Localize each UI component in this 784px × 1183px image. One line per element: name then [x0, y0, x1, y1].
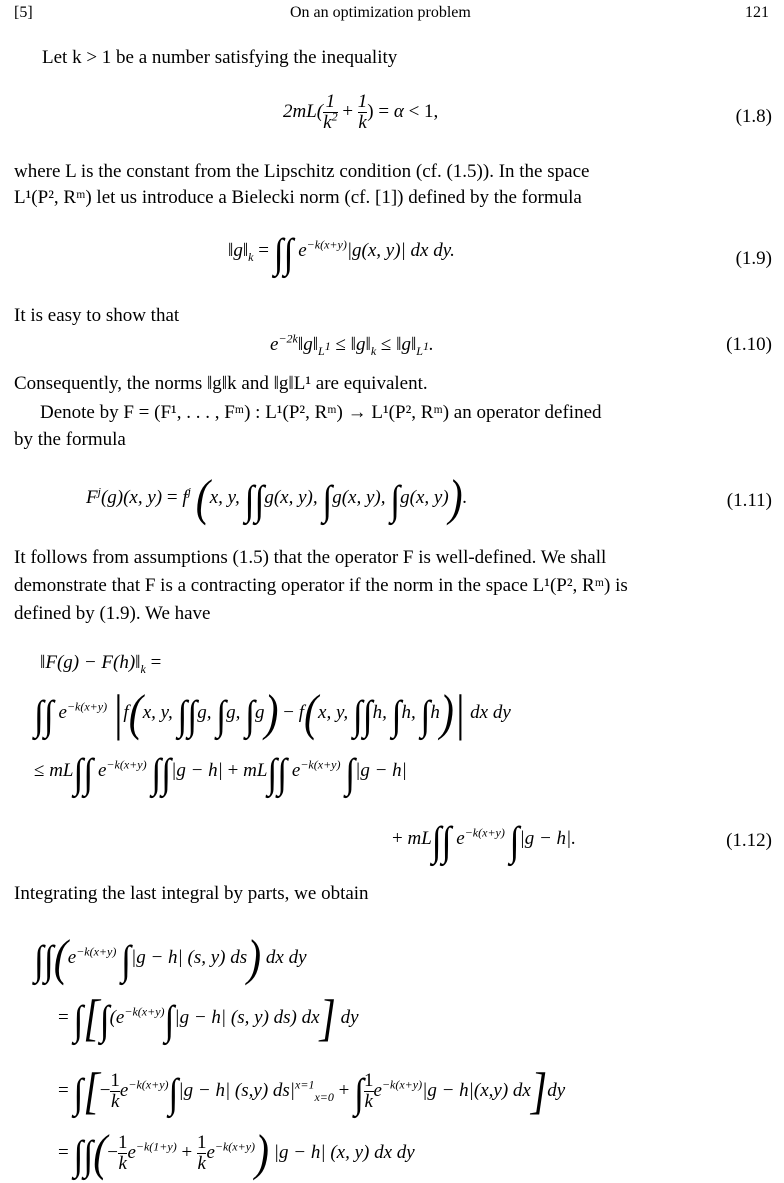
equation-tag-1-10: (1.10)	[726, 334, 772, 355]
equation-ibp-line4: = ∫∫(− $\frac{1}{k}$ $e^{-k(1+y)}$ + $\frac{1}{k}$ $e^{-k(x+y)}$) |g − h| (x, y) dx dy	[58, 1126, 415, 1182]
page-number: 121	[745, 4, 769, 21]
paragraph-intro: Let k > 1 be a number satisfying the inequality	[42, 47, 398, 68]
paragraph-norm-line2: L¹(P², Rᵐ) let us introduce a Bielecki norm (cf. [1]) defined by the formula	[14, 187, 582, 208]
paragraph-contracting-line1: It follows from assumptions (1.5) that the operator F is well-defined. We shall	[14, 547, 607, 568]
equation-1-12-line3: ≤ mL∫∫ $e^{-k(x+y)}$ ∫∫|g − h| + mL∫∫ $e^{-k(x+y)}$ ∫|g − h|	[34, 750, 407, 796]
equation-ibp-line3: = ∫[− $\frac{1}{k}$ $e^{-k(x+y)}\int|g - h|$ (s,y) $ds|^{x=1}_{x=0}$ + ∫ $\frac{1}{k}$ $e^{-k(x+y)}|g - h|(x,y)$ dx]dy	[58, 1064, 566, 1120]
paragraph-easy: It is easy to show that	[14, 305, 180, 326]
equation-1-10: $e^{-2k}‖g‖_{L^1}$ ≤ $‖g‖_k$ ≤ $‖g‖_{L^1}$.	[270, 331, 434, 358]
equation-tag-1-11: (1.11)	[726, 490, 772, 511]
equation-ibp-line1: $\int\int(e^{-k(x+y)}$ ∫|g − h| (s, y) ds) dx dy	[34, 931, 307, 987]
page-section-number: [5]	[14, 4, 33, 21]
equation-tag-1-8: (1.8)	[735, 106, 772, 127]
paragraph-equivalent: Consequently, the norms ‖g‖k and ‖g‖L¹ are equivalent.	[14, 373, 428, 394]
paragraph-operator-line2: by the formula	[14, 429, 126, 450]
equation-1-8: 2mL( $\frac{1}{k^2}$ + $\frac{1}{k}$ ) = α < 1,	[283, 91, 439, 133]
equation-1-12-line2: ∫∫ $e^{-k(x+y)}$ |f(x, y, ∫∫g, ∫g, ∫g) − f(x, y, ∫∫h, ∫h, ∫h)| dx dy	[34, 686, 511, 742]
paragraph-contracting-line2: demonstrate that F is a contracting operator if the norm in the space L¹(P², Rᵐ) is	[14, 575, 628, 596]
equation-1-12-line1: ‖F(g) − $F(h)‖_k$ =	[40, 652, 162, 676]
equation-tag-1-12: (1.12)	[726, 830, 772, 851]
paragraph-integrating: Integrating the last integral by parts, we obtain	[14, 883, 369, 904]
running-head: On an optimization problem	[290, 4, 471, 21]
equation-1-11: $F^j(g)(x$, $y) = f^j$ (x, y, ∫∫g(x, y), ∫g(x, y), ∫g(x, y)).	[86, 471, 468, 527]
equation-ibp-line2: = $\int[\int(e^{-k(x+y)}\int|g - h|$ (s, y) ds) dx] dy	[58, 991, 359, 1047]
equation-1-9: $‖g‖_k$ = ∫∫ $e^{-k(x+y)}|g(x$, y)| dx dy.	[228, 230, 455, 276]
paragraph-norm-line1: where L is the constant from the Lipschitz condition (cf. (1.5)). In the space	[14, 161, 590, 182]
equation-1-12-line4: + mL∫∫ $e^{-k(x+y)}$ ∫|g − h|.	[392, 818, 577, 864]
equation-tag-1-9: (1.9)	[735, 248, 772, 269]
paragraph-operator-line1: Denote by F = (F¹, . . . , Fᵐ) : L¹(P², Rᵐ) → L¹(P², Rᵐ) an operator defined	[40, 402, 602, 423]
paragraph-contracting-line3: defined by (1.9). We have	[14, 603, 211, 624]
